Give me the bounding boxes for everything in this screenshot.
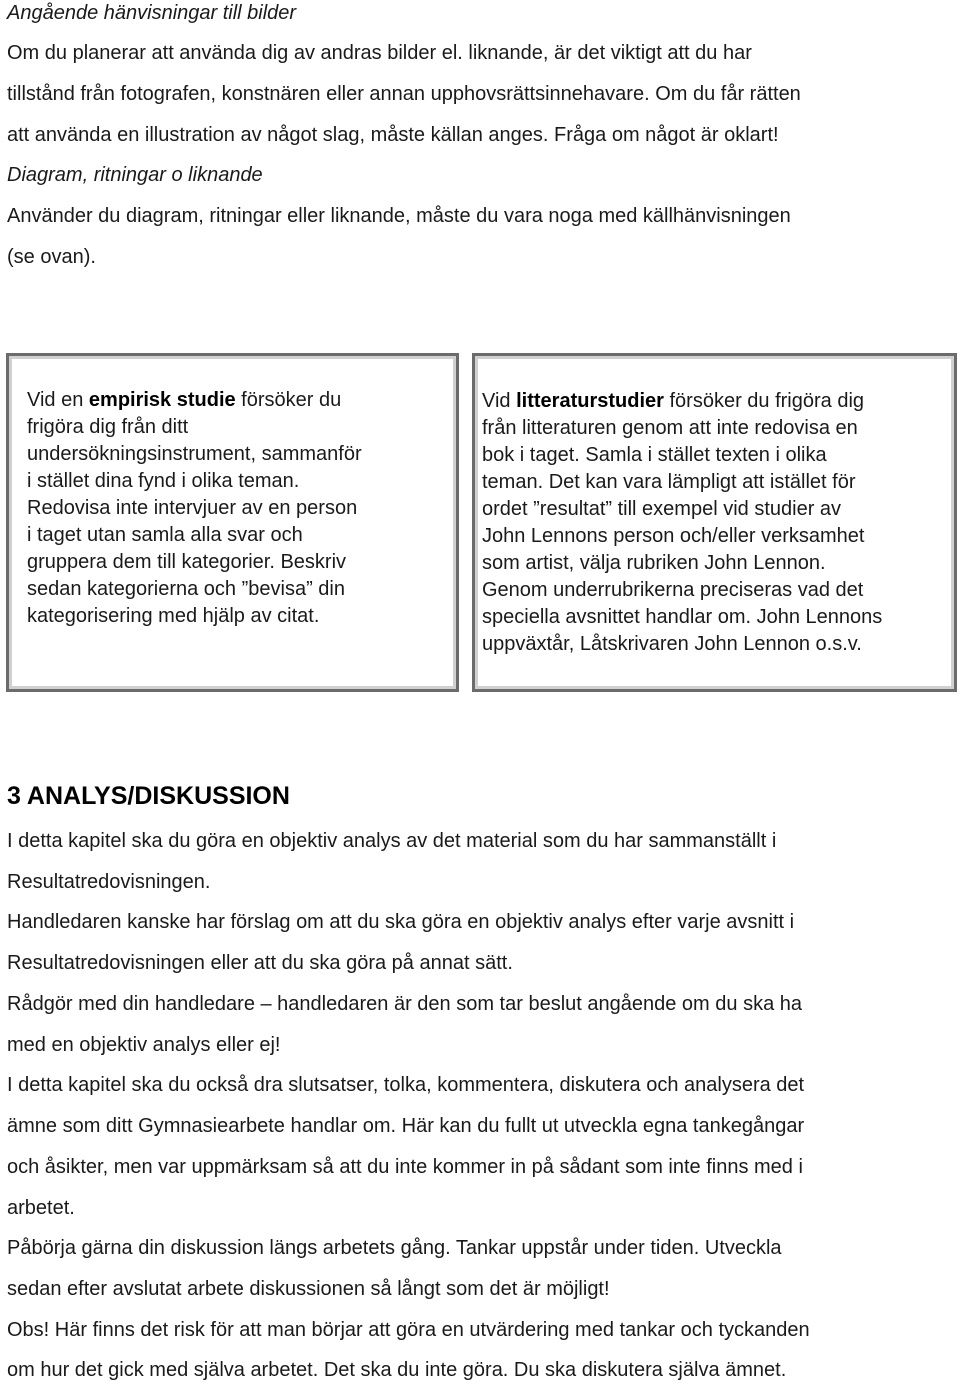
bold-term: empirisk studie bbox=[88, 389, 236, 411]
box-line: frigöra dig från ditt bbox=[27, 416, 189, 438]
box-line: ordet ”resultat” till exempel vid studier av bbox=[482, 498, 842, 520]
box-line: som artist, välja rubriken John Lennon. bbox=[482, 552, 826, 574]
box-line: Vid litteraturstudier försöker du frigöra dig bbox=[482, 390, 865, 412]
paragraph-line: Påbörja gärna din diskussion längs arbetets gång. Tankar uppstår under tiden. Utveckla bbox=[7, 1237, 782, 1259]
literature-study-box bbox=[472, 353, 957, 692]
box-line: John Lennons person och/eller verksamhet bbox=[482, 525, 865, 547]
paragraph-line: att använda en illustration av något slag, måste källan anges. Fråga om något är oklart! bbox=[7, 124, 779, 146]
section-heading: 3 ANALYS/DISKUSSION bbox=[7, 782, 290, 810]
paragraph-line: Rådgör med din handledare – handledaren är den som tar beslut angående om du ska ha bbox=[7, 993, 802, 1015]
box-line: gruppera dem till kategorier. Beskriv bbox=[27, 551, 347, 573]
paragraph-line: I detta kapitel ska du också dra slutsatser, tolka, kommentera, diskutera och analysera det bbox=[7, 1074, 805, 1096]
paragraph-line: om hur det gick med själva arbetet. Det ska du inte göra. Du ska diskutera själva ämnet. bbox=[7, 1359, 787, 1381]
paragraph-line: Om du planerar att använda dig av andras bilder el. liknande, är det viktigt att du har bbox=[7, 42, 752, 64]
box-line: i taget utan samla alla svar och bbox=[27, 524, 303, 546]
paragraph-line: Använder du diagram, ritningar eller liknande, måste du vara noga med källhänvisningen bbox=[7, 205, 791, 227]
empirical-study-box bbox=[6, 353, 459, 692]
paragraph-line: I detta kapitel ska du göra en objektiv analys av det material som du har sammanställt i bbox=[7, 830, 777, 852]
box-line: Genom underrubrikerna preciseras vad det bbox=[482, 579, 864, 601]
paragraph-line: och åsikter, men var uppmärksam så att du inte kommer in på sådant som inte finns med i bbox=[7, 1156, 803, 1178]
paragraph-line: (se ovan). bbox=[7, 246, 96, 268]
paragraph-line: arbetet. bbox=[7, 1197, 75, 1219]
box-line: från litteraturen genom att inte redovisa en bbox=[482, 417, 858, 439]
paragraph-line: med en objektiv analys eller ej! bbox=[7, 1034, 281, 1056]
box-line: i stället dina fynd i olika teman. bbox=[27, 470, 300, 492]
paragraph-line: sedan efter avslutat arbete diskussionen så långt som det är möjligt! bbox=[7, 1278, 610, 1300]
box-line: sedan kategorierna och ”bevisa” din bbox=[27, 578, 345, 600]
paragraph-line: Obs! Här finns det risk för att man börjar att göra en utvärdering med tankar och tyckanden bbox=[7, 1319, 810, 1341]
box-line: speciella avsnittet handlar om. John Lennons bbox=[482, 606, 883, 628]
paragraph-line: tillstånd från fotografen, konstnären eller annan upphovsrättsinnehavare. Om du får rätten bbox=[7, 83, 801, 105]
box-line: kategorisering med hjälp av citat. bbox=[27, 605, 320, 627]
paragraph-line: Resultatredovisningen. bbox=[7, 871, 211, 893]
image-references-heading: Angående hänvisningar till bilder bbox=[7, 2, 297, 24]
box-line: bok i taget. Samla i stället texten i olika bbox=[482, 444, 827, 466]
bold-term: litteraturstudier bbox=[516, 390, 664, 412]
paragraph-line: Resultatredovisningen eller att du ska göra på annat sätt. bbox=[7, 952, 513, 974]
box-line: uppväxtår, Låtskrivaren John Lennon o.s.v. bbox=[482, 633, 862, 655]
paragraph-line: ämne som ditt Gymnasiearbete handlar om. Här kan du fullt ut utveckla egna tankegångar bbox=[7, 1115, 805, 1137]
paragraph-line: Handledaren kanske har förslag om att du ska göra en objektiv analys efter varje avsnitt i bbox=[7, 911, 795, 933]
box-line: Vid en empirisk studie försöker du bbox=[27, 389, 342, 411]
diagram-heading: Diagram, ritningar o liknande bbox=[7, 164, 263, 186]
box-line: teman. Det kan vara lämpligt att istället för bbox=[482, 471, 856, 493]
box-line: Redovisa inte intervjuer av en person bbox=[27, 497, 358, 519]
box-line: undersökningsinstrument, sammanför bbox=[27, 443, 362, 465]
